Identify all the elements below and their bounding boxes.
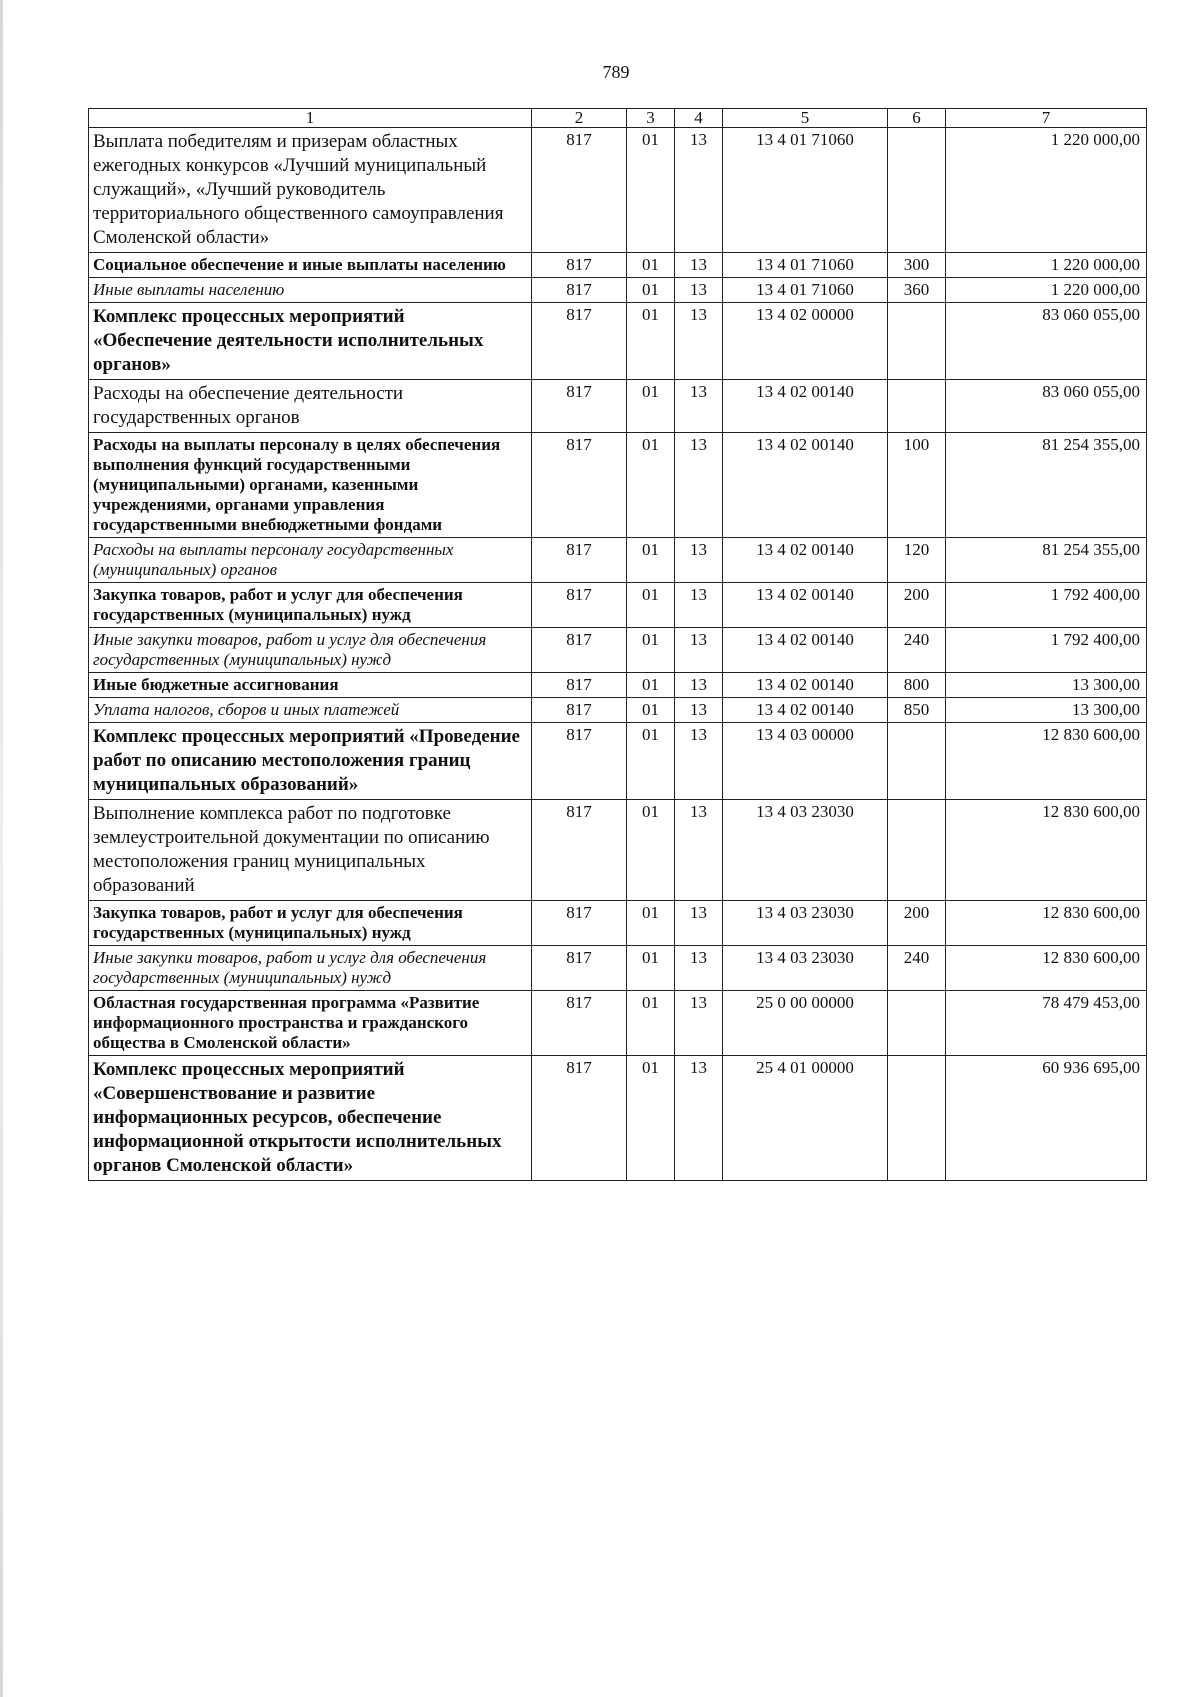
cell-amount: 1 792 400,00: [946, 583, 1147, 628]
table-row: [89, 128, 1147, 253]
cell-target-article: 13 4 02 00140: [723, 380, 888, 433]
cell-amount: 83 060 055,00: [946, 303, 1147, 380]
cell-expense-type: 240: [888, 628, 946, 673]
cell-section: 01: [627, 991, 675, 1056]
cell-expense-type: 200: [888, 901, 946, 946]
table-row: [89, 278, 1147, 303]
table-row: [89, 901, 1147, 946]
cell-amount: 12 830 600,00: [946, 946, 1147, 991]
cell-subsection: 13: [675, 673, 723, 698]
cell-subsection: 13: [675, 583, 723, 628]
cell-amount: 12 830 600,00: [946, 901, 1147, 946]
cell-section: 01: [627, 698, 675, 723]
cell-admin-code: 817: [532, 698, 627, 723]
cell-target-article: 13 4 01 71060: [723, 253, 888, 278]
cell-amount: 1 220 000,00: [946, 253, 1147, 278]
table-row: [89, 1056, 1147, 1181]
row-name: Комплекс процессных мероприятий «Обеспечение деятельности исполнительных органов»: [89, 303, 532, 380]
table-row: [89, 946, 1147, 991]
cell-amount: 13 300,00: [946, 673, 1147, 698]
row-name: Комплекс процессных мероприятий «Совершенствование и развитие информационных ресурсов, обеспечение информационной открытости исполнительных органов Смоленской области»: [89, 1056, 532, 1181]
column-number: 4: [675, 109, 723, 128]
cell-admin-code: 817: [532, 128, 627, 253]
cell-admin-code: 817: [532, 433, 627, 538]
cell-admin-code: 817: [532, 1056, 627, 1181]
row-name: Социальное обеспечение и иные выплаты населению: [89, 253, 532, 278]
cell-expense-type: [888, 800, 946, 901]
cell-expense-type: 850: [888, 698, 946, 723]
cell-admin-code: 817: [532, 946, 627, 991]
cell-admin-code: 817: [532, 303, 627, 380]
cell-admin-code: 817: [532, 723, 627, 800]
row-name: Расходы на выплаты персоналу государственных (муниципальных) органов: [89, 538, 532, 583]
cell-expense-type: 200: [888, 583, 946, 628]
cell-target-article: 13 4 02 00000: [723, 303, 888, 380]
column-number: 1: [89, 109, 532, 128]
cell-admin-code: 817: [532, 278, 627, 303]
cell-section: 01: [627, 1056, 675, 1181]
table-row: [89, 583, 1147, 628]
column-number: 2: [532, 109, 627, 128]
row-name: Закупка товаров, работ и услуг для обеспечения государственных (муниципальных) нужд: [89, 583, 532, 628]
row-name: Иные бюджетные ассигнования: [89, 673, 532, 698]
table-row: [89, 380, 1147, 433]
row-name: Комплекс процессных мероприятий «Проведение работ по описанию местоположения границ муниципальных образований»: [89, 723, 532, 800]
cell-amount: 81 254 355,00: [946, 538, 1147, 583]
table-row: [89, 628, 1147, 673]
cell-expense-type: 800: [888, 673, 946, 698]
table-row: [89, 800, 1147, 901]
page-number: 789: [602, 62, 630, 82]
cell-section: 01: [627, 380, 675, 433]
cell-target-article: 13 4 03 23030: [723, 946, 888, 991]
scan-edge: [0, 0, 3, 1697]
row-name: Расходы на выплаты персоналу в целях обеспечения выполнения функций государственными (муниципальными) органами, казенными учреждениями, органами управления государственными внебюджетными фондами: [89, 433, 532, 538]
cell-expense-type: 100: [888, 433, 946, 538]
cell-amount: 1 220 000,00: [946, 128, 1147, 253]
cell-amount: 12 830 600,00: [946, 800, 1147, 901]
cell-section: 01: [627, 128, 675, 253]
cell-section: 01: [627, 278, 675, 303]
cell-admin-code: 817: [532, 901, 627, 946]
cell-target-article: 13 4 02 00140: [723, 698, 888, 723]
cell-expense-type: [888, 303, 946, 380]
cell-subsection: 13: [675, 253, 723, 278]
cell-amount: 78 479 453,00: [946, 991, 1147, 1056]
cell-subsection: 13: [675, 901, 723, 946]
cell-section: 01: [627, 800, 675, 901]
row-name: Областная государственная программа «Развитие информационного пространства и гражданского общества в Смоленской области»: [89, 991, 532, 1056]
cell-admin-code: 817: [532, 800, 627, 901]
cell-amount: 13 300,00: [946, 698, 1147, 723]
row-name: Иные закупки товаров, работ и услуг для обеспечения государственных (муниципальных) нужд: [89, 946, 532, 991]
cell-expense-type: [888, 128, 946, 253]
cell-subsection: 13: [675, 628, 723, 673]
cell-target-article: 13 4 02 00140: [723, 433, 888, 538]
row-name: Выполнение комплекса работ по подготовке землеустроительной документации по описанию местоположения границ муниципальных образований: [89, 800, 532, 901]
cell-amount: 1 220 000,00: [946, 278, 1147, 303]
cell-target-article: 13 4 01 71060: [723, 278, 888, 303]
cell-admin-code: 817: [532, 538, 627, 583]
cell-admin-code: 817: [532, 673, 627, 698]
column-number: 5: [723, 109, 888, 128]
cell-target-article: 13 4 03 23030: [723, 901, 888, 946]
cell-subsection: 13: [675, 278, 723, 303]
cell-subsection: 13: [675, 698, 723, 723]
row-name: Уплата налогов, сборов и иных платежей: [89, 698, 532, 723]
cell-expense-type: 240: [888, 946, 946, 991]
cell-expense-type: [888, 723, 946, 800]
table-row: [89, 303, 1147, 380]
cell-section: 01: [627, 433, 675, 538]
cell-target-article: 13 4 03 00000: [723, 723, 888, 800]
column-number: 7: [946, 109, 1147, 128]
cell-section: 01: [627, 901, 675, 946]
cell-subsection: 13: [675, 991, 723, 1056]
cell-subsection: 13: [675, 433, 723, 538]
cell-amount: 12 830 600,00: [946, 723, 1147, 800]
cell-admin-code: 817: [532, 253, 627, 278]
cell-subsection: 13: [675, 303, 723, 380]
cell-expense-type: 120: [888, 538, 946, 583]
cell-section: 01: [627, 946, 675, 991]
cell-target-article: 13 4 02 00140: [723, 673, 888, 698]
cell-expense-type: [888, 380, 946, 433]
cell-section: 01: [627, 583, 675, 628]
cell-section: 01: [627, 723, 675, 800]
cell-target-article: 13 4 03 23030: [723, 800, 888, 901]
table-row: [89, 991, 1147, 1056]
table-row: [89, 698, 1147, 723]
cell-amount: 1 792 400,00: [946, 628, 1147, 673]
cell-subsection: 13: [675, 128, 723, 253]
cell-target-article: 13 4 02 00140: [723, 628, 888, 673]
table-row: [89, 673, 1147, 698]
cell-admin-code: 817: [532, 380, 627, 433]
cell-target-article: 25 0 00 00000: [723, 991, 888, 1056]
cell-subsection: 13: [675, 538, 723, 583]
row-name: Выплата победителям и призерам областных ежегодных конкурсов «Лучший муниципальный служащий», «Лучший руководитель территориального общественного самоуправления Смоленской области»: [89, 128, 532, 253]
cell-section: 01: [627, 253, 675, 278]
cell-target-article: 13 4 02 00140: [723, 538, 888, 583]
column-number-row: [89, 109, 1147, 128]
table-row: [89, 253, 1147, 278]
table-row: [89, 538, 1147, 583]
cell-amount: 60 936 695,00: [946, 1056, 1147, 1181]
table-row: [89, 433, 1147, 538]
cell-target-article: 13 4 01 71060: [723, 128, 888, 253]
cell-target-article: 13 4 02 00140: [723, 583, 888, 628]
cell-subsection: 13: [675, 946, 723, 991]
cell-expense-type: [888, 991, 946, 1056]
cell-section: 01: [627, 628, 675, 673]
cell-section: 01: [627, 303, 675, 380]
cell-subsection: 13: [675, 380, 723, 433]
cell-section: 01: [627, 538, 675, 583]
cell-admin-code: 817: [532, 628, 627, 673]
cell-subsection: 13: [675, 800, 723, 901]
column-number: 3: [627, 109, 675, 128]
row-name: Закупка товаров, работ и услуг для обеспечения государственных (муниципальных) нужд: [89, 901, 532, 946]
table-row: [89, 723, 1147, 800]
cell-amount: 83 060 055,00: [946, 380, 1147, 433]
cell-amount: 81 254 355,00: [946, 433, 1147, 538]
row-name: Иные закупки товаров, работ и услуг для обеспечения государственных (муниципальных) нужд: [89, 628, 532, 673]
row-name: Иные выплаты населению: [89, 278, 532, 303]
cell-admin-code: 817: [532, 991, 627, 1056]
row-name: Расходы на обеспечение деятельности государственных органов: [89, 380, 532, 433]
budget-table: [88, 108, 1147, 1181]
column-number: 6: [888, 109, 946, 128]
cell-subsection: 13: [675, 1056, 723, 1181]
cell-admin-code: 817: [532, 583, 627, 628]
cell-section: 01: [627, 673, 675, 698]
cell-expense-type: 300: [888, 253, 946, 278]
cell-target-article: 25 4 01 00000: [723, 1056, 888, 1181]
cell-subsection: 13: [675, 723, 723, 800]
cell-expense-type: [888, 1056, 946, 1181]
table-body: [89, 109, 1147, 1181]
cell-expense-type: 360: [888, 278, 946, 303]
